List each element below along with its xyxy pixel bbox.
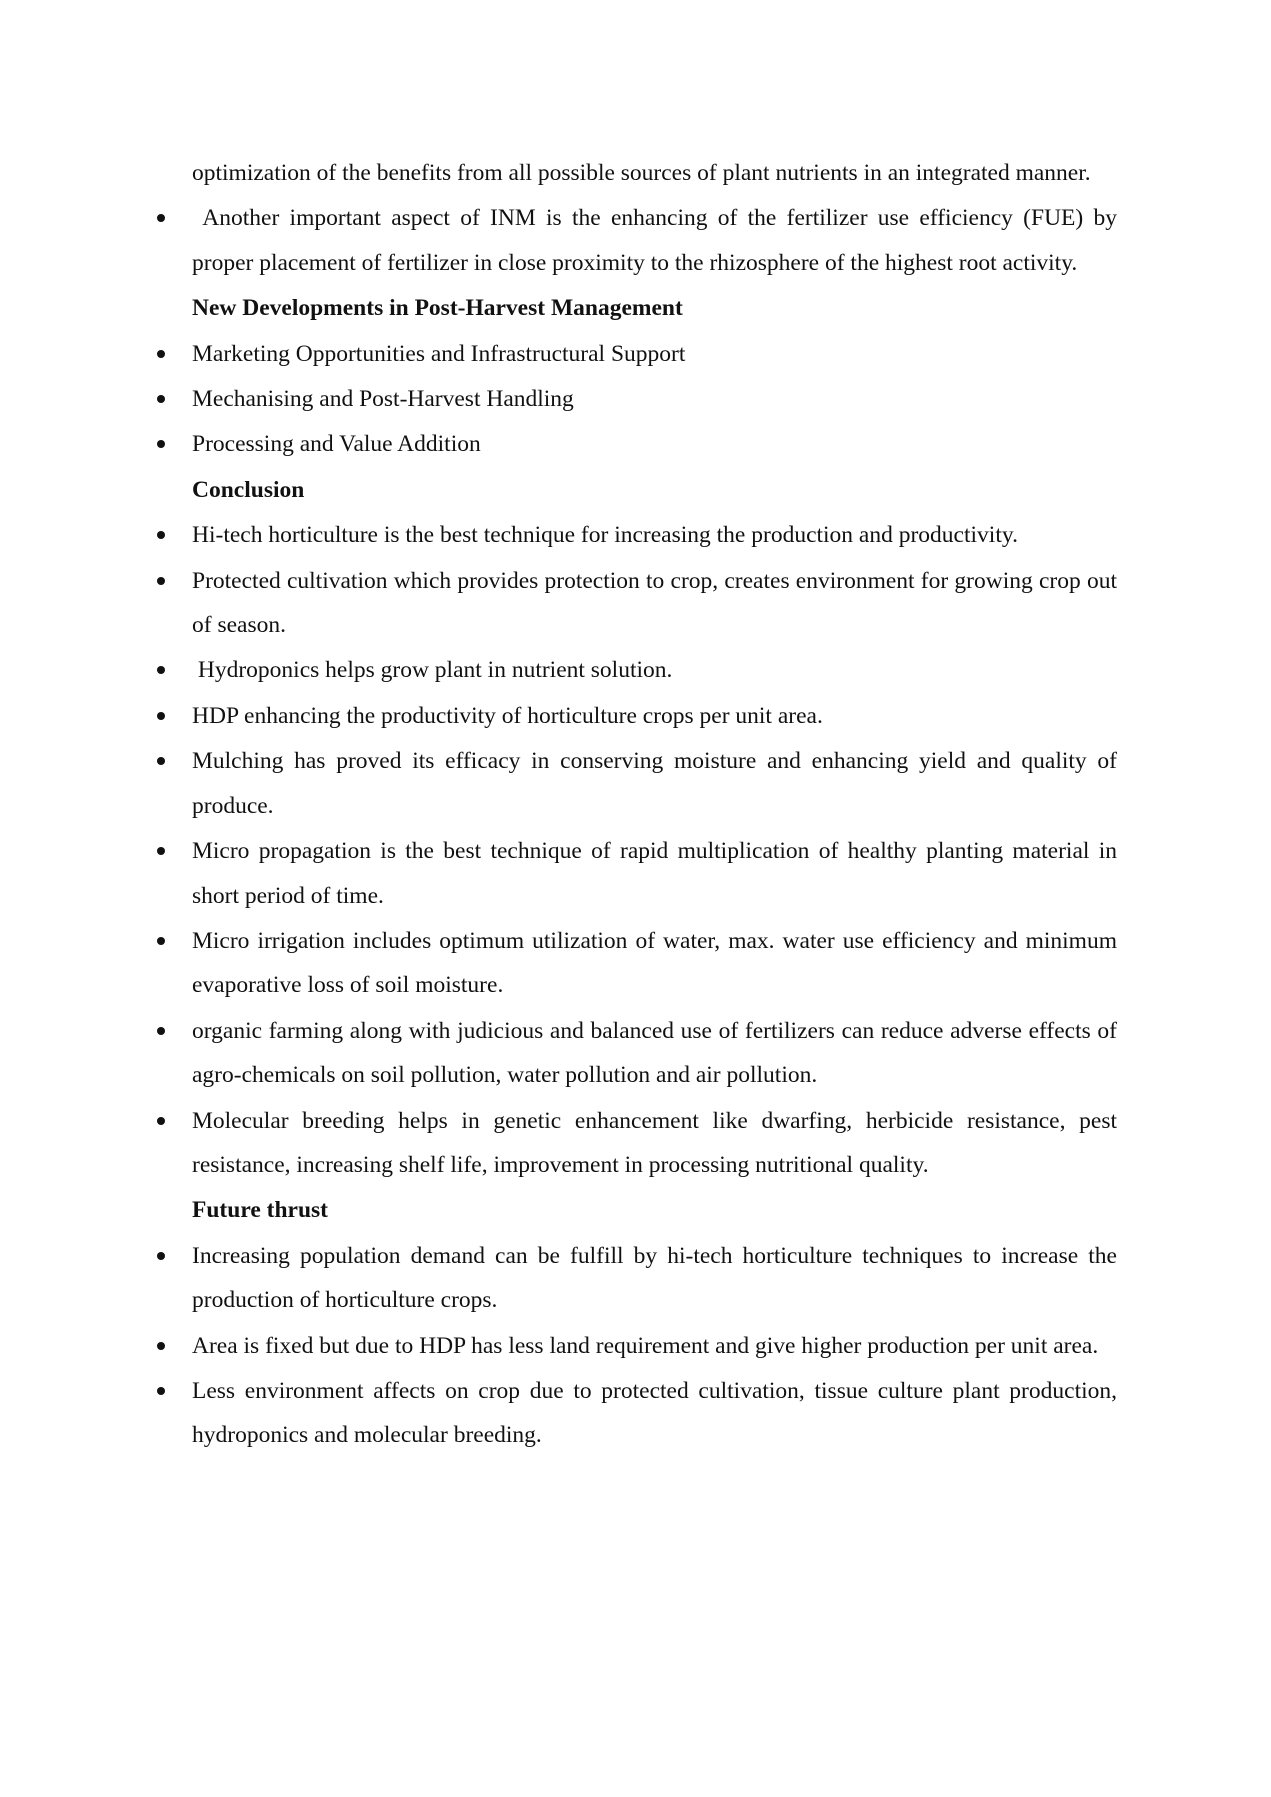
bullet-item xyxy=(192,376,1117,421)
bullet-text: HDP enhancing the productivity of horticulture crops per unit area. xyxy=(192,702,823,729)
bullet-text: Micro propagation is the best technique of rapid multiplication of healthy planting material in short period of time. xyxy=(192,838,1123,909)
bullet-dot-icon xyxy=(157,666,165,674)
bullet-item xyxy=(192,331,1117,376)
bullet-item xyxy=(192,1233,1123,1323)
bullet-list xyxy=(192,512,1123,1187)
bullet-item xyxy=(192,512,1117,557)
bullet-text: Micro irrigation includes optimum utilization of water, max. water use efficiency and minimum evaporative loss of soil moisture. xyxy=(192,927,1123,999)
bullet-dot-icon xyxy=(157,757,165,765)
bullet-item xyxy=(192,558,1123,648)
section-future-thrust xyxy=(192,1187,1123,1457)
bullet-dot-icon xyxy=(157,214,165,222)
bullet-dot-icon xyxy=(157,1117,165,1125)
bullet-item xyxy=(192,647,1117,692)
bullet-text: Hi-tech horticulture is the best technique for increasing the production and productivity. xyxy=(192,522,1018,549)
bullet-item xyxy=(192,1323,1117,1368)
section-heading: Conclusion xyxy=(192,476,305,503)
bullet-text: organic farming along with judicious and balanced use of fertilizers can reduce adverse effects of agro-chemicals on soil pollution, water pollution and air pollution. xyxy=(192,1017,1123,1089)
bullet-dot-icon xyxy=(157,937,165,945)
bullet-item xyxy=(192,738,1123,828)
section-post-harvest xyxy=(192,285,1117,467)
section-heading: Future thrust xyxy=(192,1197,328,1224)
bullet-dot-icon xyxy=(157,531,165,539)
section-heading: New Developments in Post-Harvest Management xyxy=(192,295,683,322)
bullet-dot-icon xyxy=(157,1027,165,1035)
bullet-dot-icon xyxy=(157,712,165,720)
bullet-text: Area is fixed but due to HDP has less land requirement and give higher production per unit area. xyxy=(192,1332,1099,1359)
bullet-item xyxy=(192,828,1123,918)
bullet-item xyxy=(192,1368,1123,1458)
bullet-item xyxy=(192,693,1117,738)
bullet-text: Molecular breeding helps in genetic enhancement like dwarfing, herbicide resistance, pest resistance, increasing shelf life, improvement in processing nutritional quality. xyxy=(192,1107,1123,1178)
bullet-dot-icon xyxy=(157,440,165,448)
bullet-text: Processing and Value Addition xyxy=(192,431,481,458)
bullet-dot-icon xyxy=(157,577,165,585)
bullet-dot-icon xyxy=(157,847,165,855)
bullet-list xyxy=(192,195,1123,285)
section-inm xyxy=(192,195,1123,285)
section-conclusion xyxy=(192,467,1123,1188)
bullet-text: Mulching has proved its efficacy in conserving moisture and enhancing yield and quality of produce. xyxy=(192,748,1123,819)
bullet-text: Less environment affects on crop due to protected cultivation, tissue culture plant production, hydroponics and molecular breeding. xyxy=(192,1377,1123,1449)
document-body xyxy=(192,151,1123,1458)
bullet-dot-icon xyxy=(157,350,165,358)
bullet-item xyxy=(192,918,1123,1008)
bullet-list xyxy=(192,1233,1123,1458)
bullet-text: Another important aspect of INM is the enhancing of the fertilizer use efficiency (FUE) by proper placement of fertilizer in close proximity to the rhizosphere of the highest root activity. xyxy=(192,205,1123,276)
sections-container xyxy=(192,195,1123,1457)
bullet-text: Hydroponics helps grow plant in nutrient solution. xyxy=(192,657,673,684)
bullet-text: Protected cultivation which provides protection to crop, creates environment for growing crop out of season. xyxy=(192,567,1123,639)
bullet-item xyxy=(192,1008,1123,1098)
bullet-item xyxy=(192,421,1117,466)
bullet-dot-icon xyxy=(157,1387,165,1395)
bullet-item xyxy=(192,1098,1123,1188)
bullet-list xyxy=(192,331,1117,467)
bullet-dot-icon xyxy=(157,1252,165,1260)
bullet-text: Increasing population demand can be fulfill by hi-tech horticulture techniques to increase the production of horticulture crops. xyxy=(192,1242,1123,1314)
bullet-dot-icon xyxy=(157,1342,165,1350)
bullet-text: Marketing Opportunities and Infrastructural Support xyxy=(192,340,686,367)
bullet-item xyxy=(192,195,1123,285)
bullet-dot-icon xyxy=(157,395,165,403)
bullet-text: Mechanising and Post-Harvest Handling xyxy=(192,386,574,413)
continuation-paragraph: optimization of the benefits from all possible sources of plant nutrients in an integrated manner. xyxy=(192,160,1091,186)
